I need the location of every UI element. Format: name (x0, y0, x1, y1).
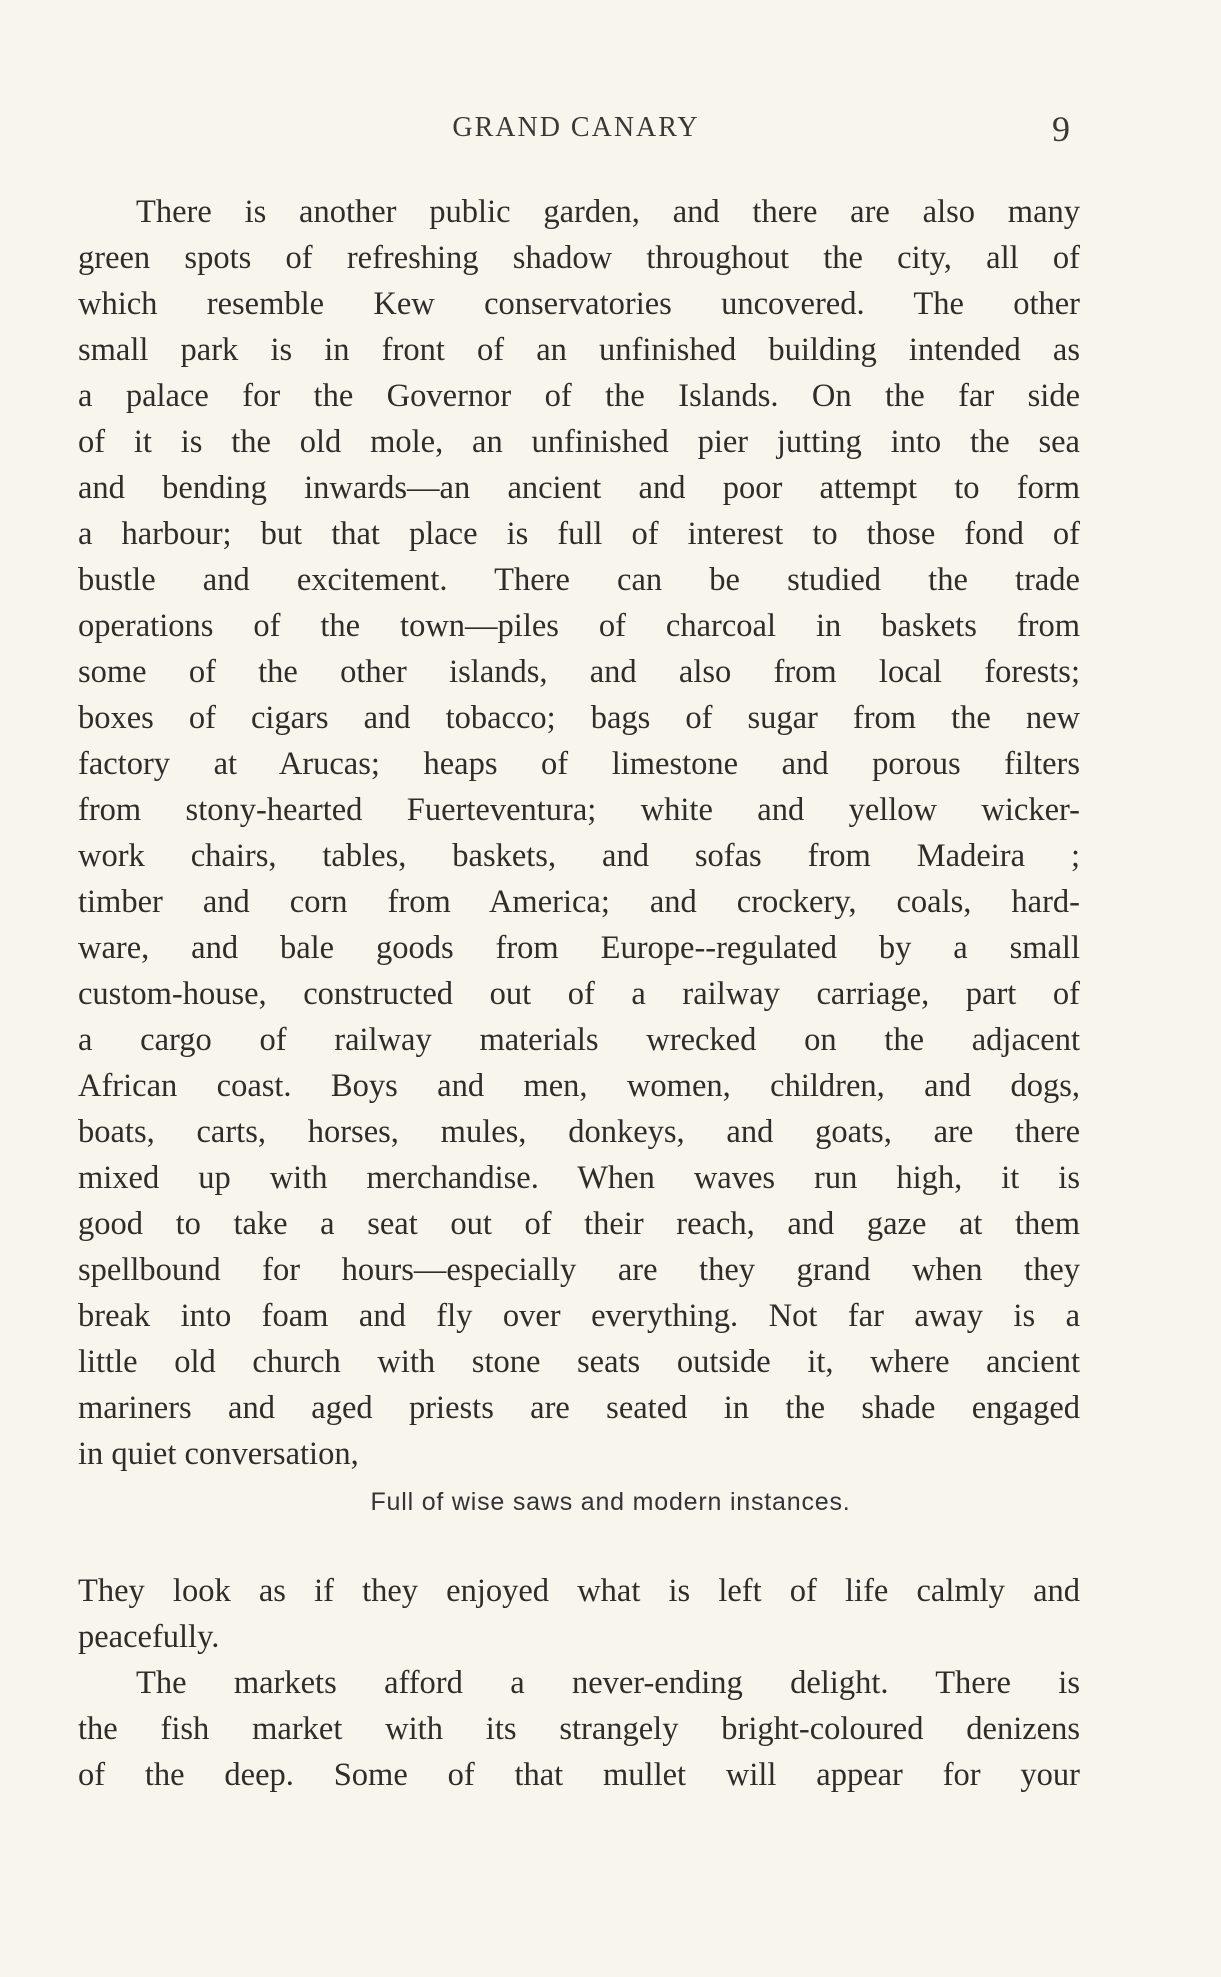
text-line: boats, carts, horses, mules, donkeys, and goats, are there (78, 1114, 1080, 1150)
text-line: African coast. Boys and men, women, children, and dogs, (78, 1068, 1080, 1104)
text-line: a harbour; but that place is full of interest to those fond of (78, 516, 1080, 552)
text-line: from stony-hearted Fuerteventura; white and yellow wicker- (78, 792, 1080, 828)
text-line: green spots of refreshing shadow throughout the city, all of (78, 240, 1080, 276)
text-line: the fish market with its strangely bright-coloured denizens (78, 1711, 1080, 1747)
text-line: There is another public garden, and there are also many (136, 194, 1080, 230)
text-line: and bending inwards—an ancient and poor attempt to form (78, 470, 1080, 506)
text-line: operations of the town—piles of charcoal in baskets from (78, 608, 1080, 644)
text-line: of the deep. Some of that mullet will appear for your (78, 1757, 1080, 1793)
text-line: boxes of cigars and tobacco; bags of sugar from the new (78, 700, 1080, 736)
text-line: good to take a seat out of their reach, and gaze at them (78, 1206, 1080, 1242)
page-number: 9 (1052, 109, 1070, 149)
text-line: break into foam and fly over everything. Not far away is a (78, 1298, 1080, 1334)
paragraph-harbour (78, 189, 1080, 1477)
text-line: They look as if they enjoyed what is left of life calmly and (78, 1573, 1080, 1609)
running-title: GRAND CANARY (452, 112, 700, 143)
paragraph-markets (78, 1568, 1080, 1798)
text-line: work chairs, tables, baskets, and sofas from Madeira ; (78, 838, 1080, 874)
text-line: factory at Arucas; heaps of limestone and porous filters (78, 746, 1080, 782)
verse-quote: Full of wise saws and modern instances. (370, 1488, 851, 1516)
text-line: custom-house, constructed out of a railway carriage, part of (78, 976, 1080, 1012)
text-line: The markets afford a never-ending delight. There is (136, 1665, 1080, 1701)
text-line: spellbound for hours—especially are they grand when they (78, 1252, 1080, 1288)
text-line: mariners and aged priests are seated in the shade engaged (78, 1390, 1080, 1426)
text-line: a palace for the Governor of the Islands. On the far side (78, 378, 1080, 414)
text-line: peacefully. (78, 1619, 220, 1655)
text-line: mixed up with merchandise. When waves run high, it is (78, 1160, 1080, 1196)
text-line: timber and corn from America; and crockery, coals, hard- (78, 884, 1080, 920)
text-line: little old church with stone seats outside it, where ancient (78, 1344, 1080, 1380)
text-line: bustle and excitement. There can be studied the trade (78, 562, 1080, 598)
text-line: which resemble Kew conservatories uncovered. The other (78, 286, 1080, 322)
text-line: of it is the old mole, an unfinished pier jutting into the sea (78, 424, 1080, 460)
text-line: some of the other islands, and also from local forests; (78, 654, 1080, 690)
text-line: small park is in front of an unfinished building intended as (78, 332, 1080, 368)
text-line: in quiet conversation, (78, 1436, 359, 1472)
text-line: ware, and bale goods from Europe--regulated by a small (78, 930, 1080, 966)
text-line: a cargo of railway materials wrecked on the adjacent (78, 1022, 1080, 1058)
